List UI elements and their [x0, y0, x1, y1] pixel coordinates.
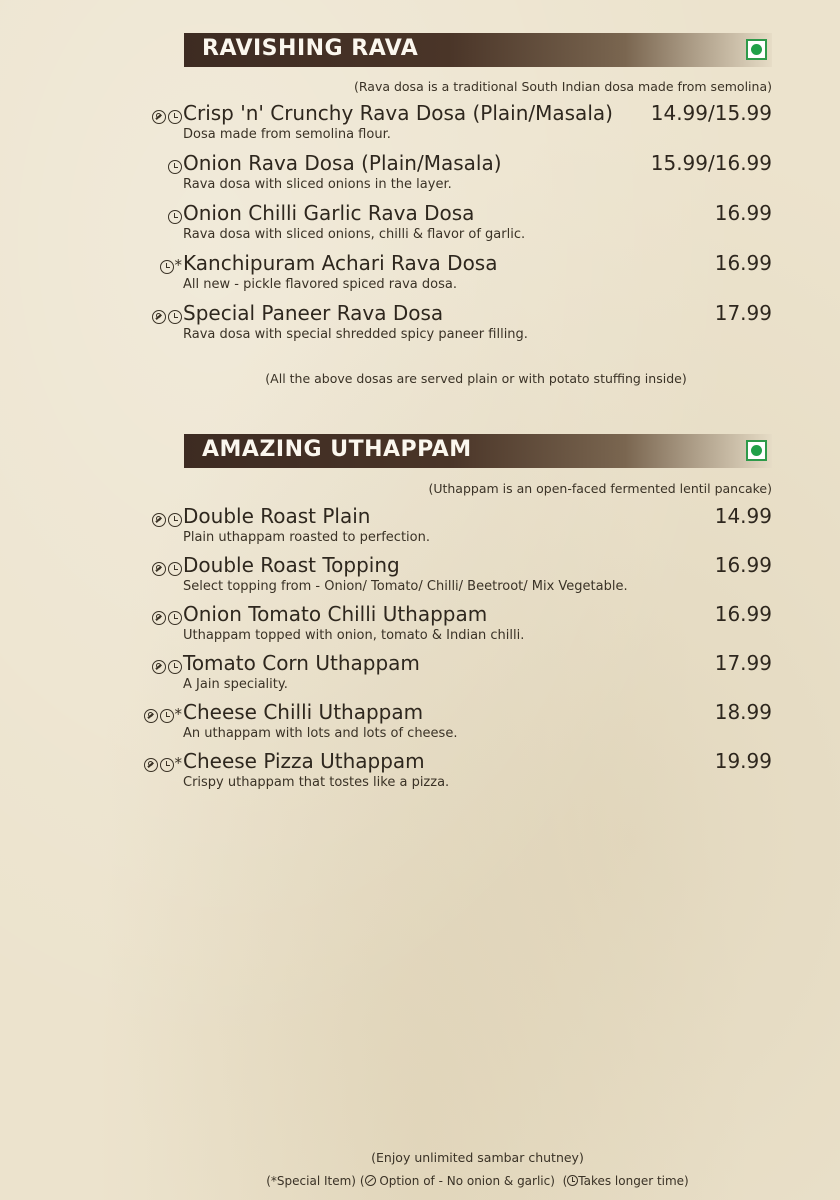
item-price: 16.99 [714, 251, 772, 275]
item-description: Rava dosa with special shredded spicy paneer filling. [183, 327, 528, 342]
item-icons [150, 306, 182, 324]
time-icon [160, 758, 174, 772]
time-icon [168, 562, 182, 576]
menu-item [0, 253, 840, 301]
legend-time: Takes longer time) [578, 1174, 689, 1188]
item-name: Tomato Corn Uthappam [183, 651, 420, 675]
time-icon [168, 611, 182, 625]
item-price: 14.99 [714, 504, 772, 528]
no-onion-garlic-icon [365, 1175, 376, 1186]
no-onion-garlic-icon [152, 110, 166, 124]
item-icons [142, 705, 183, 723]
menu-item [0, 653, 840, 701]
legend-paren: ( [562, 1174, 568, 1188]
section-footnote: (All the above dosas are served plain or with potato stuffing inside) [265, 371, 687, 386]
no-onion-garlic-icon [144, 758, 158, 772]
item-description: An uthappam with lots and lots of cheese. [183, 726, 458, 741]
item-description: Select topping from - Onion/ Tomato/ Chilli/ Beetroot/ Mix Vegetable. [183, 579, 628, 594]
item-name: Cheese Chilli Uthappam [183, 700, 424, 724]
time-icon [168, 110, 182, 124]
section-title: RAVISHING RAVA [202, 36, 419, 61]
item-price: 15.99/16.99 [650, 151, 772, 175]
time-icon [160, 260, 174, 274]
legend-no-onion: Option of - No onion & garlic) [379, 1174, 555, 1188]
item-description: Rava dosa with sliced onions, chilli & flavor of garlic. [183, 227, 526, 242]
item-price: 16.99 [714, 201, 772, 225]
item-icons [166, 206, 182, 224]
no-onion-garlic-icon [152, 513, 166, 527]
item-price: 17.99 [714, 651, 772, 675]
section-banner [184, 33, 772, 67]
item-price: 18.99 [714, 700, 772, 724]
item-icons [150, 106, 182, 124]
item-price: 14.99/15.99 [650, 101, 772, 125]
item-price: 19.99 [714, 749, 772, 773]
item-name: Onion Tomato Chilli Uthappam [183, 602, 488, 626]
section-note: (Uthappam is an open-faced fermented lentil pancake) [428, 481, 772, 496]
time-icon [168, 660, 182, 674]
menu-item [0, 506, 840, 554]
item-icons [142, 754, 183, 772]
special-marker: * [174, 256, 182, 274]
menu-item [0, 555, 840, 603]
footer-sambar-note: (Enjoy unlimited sambar chutney) [371, 1150, 584, 1165]
item-name: Onion Rava Dosa (Plain/Masala) [183, 151, 502, 175]
item-name: Special Paneer Rava Dosa [183, 301, 444, 325]
item-description: Dosa made from semolina flour. [183, 127, 391, 142]
section-title: AMAZING UTHAPPAM [202, 437, 472, 462]
item-name: Cheese Pizza Uthappam [183, 749, 425, 773]
item-name: Onion Chilli Garlic Rava Dosa [183, 201, 475, 225]
menu-item [0, 203, 840, 251]
item-icons [150, 656, 182, 674]
special-marker: * [174, 754, 182, 772]
time-icon [168, 210, 182, 224]
legend-special: (*Special Item) [266, 1174, 356, 1188]
time-icon [160, 709, 174, 723]
veg-symbol-icon [746, 440, 767, 461]
item-icons [166, 156, 182, 174]
item-icons [150, 558, 182, 576]
item-price: 16.99 [714, 553, 772, 577]
time-icon [567, 1175, 578, 1186]
no-onion-garlic-icon [152, 562, 166, 576]
menu-item [0, 153, 840, 201]
no-onion-garlic-icon [152, 660, 166, 674]
no-onion-garlic-icon [152, 310, 166, 324]
item-description: Uthappam topped with onion, tomato & Indian chilli. [183, 628, 525, 643]
item-price: 16.99 [714, 602, 772, 626]
legend-paren: ( [359, 1174, 365, 1188]
item-description: Rava dosa with sliced onions in the layer. [183, 177, 452, 192]
time-icon [168, 160, 182, 174]
item-name: Double Roast Topping [183, 553, 400, 577]
item-description: All new - pickle flavored spiced rava dosa. [183, 277, 457, 292]
menu-item [0, 702, 840, 750]
item-description: Plain uthappam roasted to perfection. [183, 530, 430, 545]
item-name: Kanchipuram Achari Rava Dosa [183, 251, 498, 275]
time-icon [168, 513, 182, 527]
item-icons [150, 607, 182, 625]
item-icons [158, 256, 183, 274]
no-onion-garlic-icon [152, 611, 166, 625]
item-price: 17.99 [714, 301, 772, 325]
item-name: Double Roast Plain [183, 504, 371, 528]
special-marker: * [174, 705, 182, 723]
footer-legend [0, 1174, 840, 1188]
item-icons [150, 509, 182, 527]
time-icon [168, 310, 182, 324]
section-note: (Rava dosa is a traditional South Indian dosa made from semolina) [354, 79, 772, 94]
item-description: A Jain speciality. [183, 677, 288, 692]
item-description: Crispy uthappam that tostes like a pizza. [183, 775, 450, 790]
no-onion-garlic-icon [144, 709, 158, 723]
veg-symbol-icon [746, 39, 767, 60]
section-banner [184, 434, 772, 468]
menu-item [0, 103, 840, 151]
menu-item [0, 751, 840, 799]
menu-item [0, 604, 840, 652]
item-name: Crisp 'n' Crunchy Rava Dosa (Plain/Masala) [183, 101, 613, 125]
menu-item [0, 303, 840, 351]
